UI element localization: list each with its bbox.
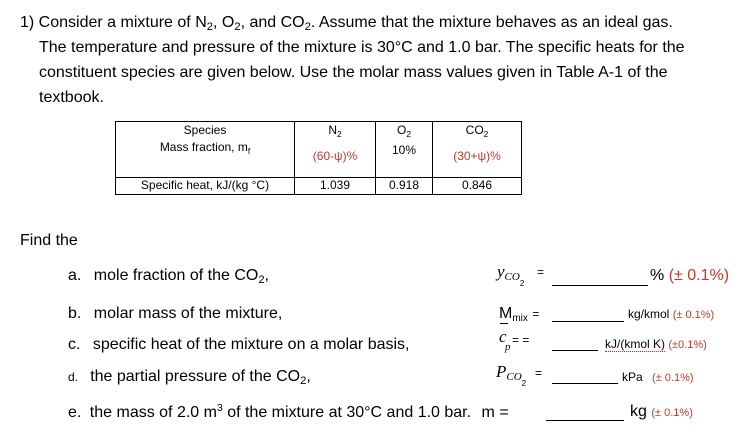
answer-blank-d[interactable] bbox=[552, 383, 618, 384]
symbol-c-p: c p bbox=[499, 327, 511, 353]
item-label: e. bbox=[68, 404, 82, 421]
table-row bbox=[116, 122, 522, 178]
mass-fraction-value: (60-ψ)% bbox=[312, 149, 358, 163]
species-name: $O_2$ bbox=[396, 123, 411, 139]
item-a bbox=[68, 267, 269, 286]
symbol-p-co2: $P_{CO2}$ bbox=[496, 362, 527, 388]
unit-a: % (± 0.1%) bbox=[650, 267, 730, 284]
item-label: c. bbox=[68, 336, 81, 353]
item-text: specific heat of the mixture on a molar basis, bbox=[92, 336, 410, 353]
equals-sign: = = bbox=[512, 333, 530, 347]
item-text: the mass of 2.0 $m^3$ of the mixture at 30°C and 1.0 bar. bbox=[89, 403, 472, 421]
bar-over-c bbox=[500, 323, 508, 324]
item-text: molar mass of the mixture, bbox=[93, 305, 283, 322]
unit-c: kJ/(kmol K) (±0.1%) bbox=[605, 337, 707, 351]
answer-blank-a[interactable] bbox=[552, 285, 648, 286]
species-name: $N_2$ bbox=[328, 123, 342, 139]
species-header: Species bbox=[183, 123, 227, 137]
mass-fraction-label: Mass fraction, $m_f$ bbox=[159, 140, 251, 156]
species-table bbox=[115, 121, 522, 195]
mass-fraction-value: (30+ψ)% bbox=[453, 149, 501, 163]
unit-d: kPa (± 0.1%) bbox=[622, 370, 694, 384]
problem-line-4: textbook. bbox=[39, 89, 104, 106]
item-label: b. bbox=[68, 305, 82, 322]
answer-blank-c[interactable] bbox=[552, 350, 598, 351]
species-cell-co2 bbox=[433, 122, 522, 178]
cp-value: 0.918 bbox=[376, 178, 433, 195]
item-c bbox=[68, 336, 410, 354]
mass-fraction-value: 10% bbox=[391, 143, 417, 157]
species-cell-o2 bbox=[376, 122, 433, 178]
find-heading: Find the bbox=[20, 232, 78, 249]
item-label: a. bbox=[68, 267, 82, 284]
symbol-m-mix: $M_{mix}$ = bbox=[499, 305, 540, 324]
table-header-cell bbox=[116, 122, 295, 178]
table-row bbox=[116, 178, 522, 195]
cp-label: Specific heat, kJ/(kg °C) bbox=[116, 178, 295, 195]
item-label: d. bbox=[68, 370, 79, 384]
species-name: $CO_2$ bbox=[465, 123, 489, 139]
answer-blank-b[interactable] bbox=[552, 321, 624, 322]
equals-sign: = bbox=[537, 265, 545, 279]
cp-value: 0.846 bbox=[433, 178, 522, 195]
item-d bbox=[68, 368, 311, 387]
species-cell-n2 bbox=[295, 122, 376, 178]
equals-sign: = bbox=[535, 366, 543, 380]
problem-number: 1) bbox=[20, 14, 35, 31]
symbol-m: m bbox=[481, 404, 495, 421]
item-e bbox=[68, 403, 509, 422]
equals-sign: = bbox=[499, 404, 509, 421]
problem-line-2: The temperature and pressure of the mixture is 30°C and 1.0 bar. The specific heats for the bbox=[39, 39, 685, 56]
problem-line-3: constituent species are given below. Use the molar mass values given in Table A-1 of the bbox=[39, 64, 668, 81]
problem-line-1: 1) Consider a mixture of $N_2$, $O_2$, and $CO_2$. Assume that the mixture behaves as an ideal gas. bbox=[20, 14, 673, 33]
cp-value: 1.039 bbox=[295, 178, 376, 195]
unit-e: kg (± 0.1%) bbox=[630, 403, 693, 420]
unit-b: kg/kmol (± 0.1%) bbox=[628, 307, 715, 321]
item-text: mole fraction of the $CO_2$, bbox=[93, 267, 269, 286]
item-b bbox=[68, 305, 282, 323]
symbol-y-co2: $y_{CO2}$ bbox=[497, 262, 525, 288]
answer-blank-e[interactable] bbox=[546, 420, 624, 421]
item-text: the partial pressure of the $CO_2$, bbox=[90, 368, 311, 387]
